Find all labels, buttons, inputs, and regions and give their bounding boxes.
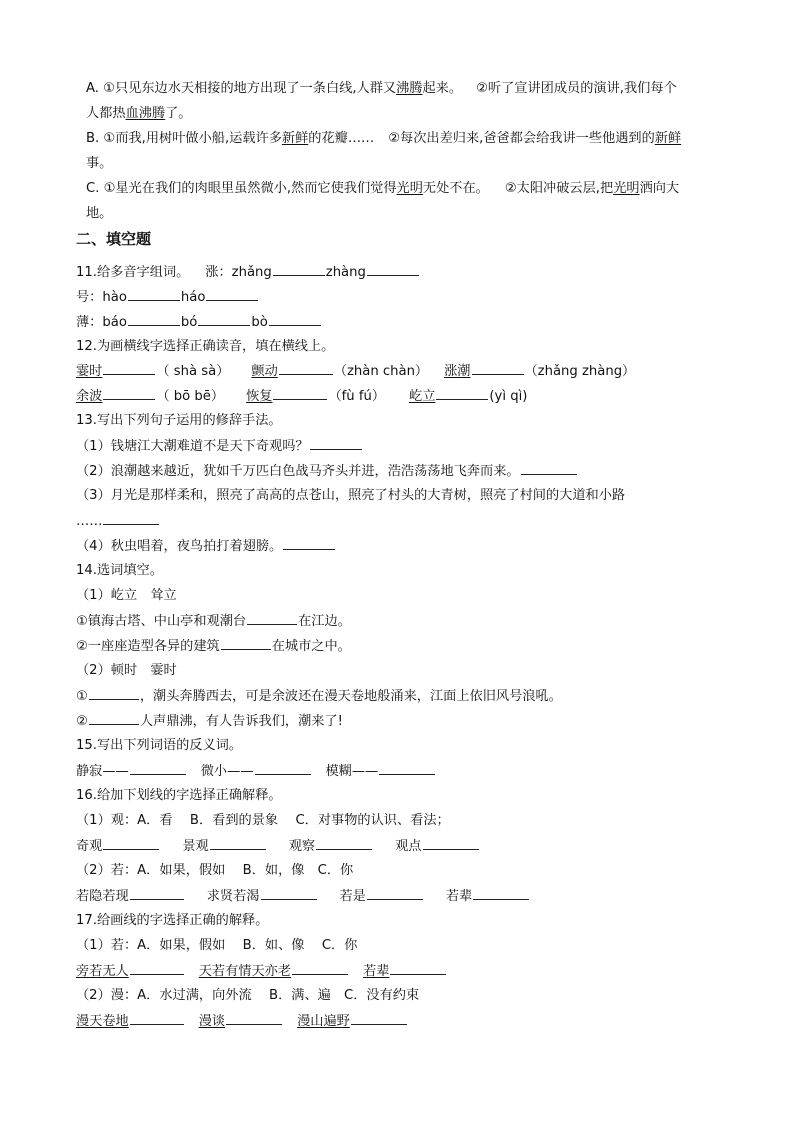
q13-sentence-3: （3）月光是那样柔和，照亮了高高的点苍山，照亮了村头的大青树，照亮了村间的大道和小路 — [76, 488, 626, 503]
q17-word-5: 漫谈 — [198, 1014, 226, 1029]
q14-item-2b-text: 人声鼎沸，有人告诉我们，潮来了! — [139, 714, 343, 729]
q16-word-8: 若辈 — [445, 889, 473, 904]
q14-item-1a — [76, 612, 351, 631]
q12-blank-5[interactable] — [273, 387, 327, 400]
q13-sentence-1: （1）钱塘江大潮难道不是天下奇观吗？ — [76, 439, 309, 454]
q11-bao-2: bó — [180, 315, 198, 330]
q14-group-1: （1）屹立 耸立 — [76, 588, 177, 603]
q15-word-a: 静寂—— — [76, 764, 129, 779]
q13-blank-1[interactable] — [310, 437, 362, 450]
q12-title: 12.为画横线字选择正确读音，填在横线上。 — [76, 339, 335, 354]
option-a-text-3-end: 了。 — [165, 106, 192, 121]
q16-word-6: 求贤若渴 — [206, 889, 260, 904]
option-c-text-3: 地。 — [86, 206, 113, 221]
option-b-text-end: 的花瓣…… — [308, 131, 375, 146]
q16-group-1: （1）观：A．看 B．看到的景象 C．对事物的认识、看法； — [76, 813, 450, 828]
option-a-text-3: 人都热 — [86, 106, 126, 121]
q12-word-2: 颤动 — [251, 364, 278, 379]
q17-word-6: 漫山遍野 — [297, 1014, 350, 1029]
q13-item-1 — [76, 437, 363, 456]
q16-word-1: 奇观 — [76, 839, 103, 854]
option-b-underlined-word: 新鲜 — [281, 131, 309, 146]
q16-blank-2[interactable] — [210, 837, 266, 850]
q13-sentence-2: （2）浪潮越来越近，犹如千万匹白色战马齐头并进，浩浩荡荡地飞奔而来。 — [76, 464, 520, 479]
option-c-text-end: 无处不在。 — [422, 181, 489, 196]
section-title: 二、填空题 — [76, 230, 152, 248]
option-a-text-end: 起来。 — [422, 81, 463, 96]
q13-item-4 — [76, 537, 336, 556]
q12-word-3: 涨潮 — [444, 364, 471, 379]
option-b-text-3: 事。 — [86, 156, 113, 171]
q15-title: 15.写出下列词语的反义词。 — [76, 738, 243, 753]
q15-blank-b[interactable] — [255, 762, 311, 775]
option-a-line-1 — [86, 80, 677, 98]
option-c-line-2 — [86, 205, 112, 223]
q15-word-c: 模糊—— — [325, 764, 379, 779]
q17-blank-5[interactable] — [226, 1012, 282, 1025]
q12-word-6: 屹立 — [409, 389, 436, 404]
q15-line — [76, 762, 436, 781]
q11-hao-2: háo — [180, 290, 206, 305]
q14-item-2b — [76, 712, 343, 731]
q12-pinyin-2: （zhàn chàn） — [333, 364, 429, 379]
q14-item-2a — [76, 687, 562, 706]
q11-bao-3: bò — [251, 315, 268, 330]
q16-word-3: 观察 — [288, 839, 316, 854]
option-b-underlined-word-2: 新鲜 — [654, 131, 682, 146]
q13-item-3 — [76, 487, 625, 505]
q17-title: 17.给画线的字选择正确的解释。 — [76, 913, 269, 928]
q14-blank-1a[interactable] — [247, 612, 297, 625]
q13-item-3-cont — [76, 512, 160, 531]
option-c-text: C. ①星光在我们的肉眼里虽然微小,然而它使我们觉得 — [86, 181, 397, 196]
q12-word-5: 恢复 — [246, 389, 273, 404]
q17-blank-3[interactable] — [390, 962, 446, 975]
q12-blank-3[interactable] — [472, 362, 524, 375]
q12-line-2 — [76, 387, 527, 406]
q14-blank-2b[interactable] — [89, 712, 139, 725]
q14-item-2a-text: ，潮头奔腾西去，可是余波还在漫天卷地般涌来，江面上依旧风号浪吼。 — [139, 689, 562, 704]
q14-item-2b-num: ② — [76, 714, 88, 729]
q17-blank-4[interactable] — [130, 1012, 184, 1025]
q17-line-2 — [76, 1012, 408, 1031]
q12-pinyin-5: （fù fú） — [328, 389, 386, 404]
q12-word-1: 霎时 — [76, 364, 103, 379]
q13-sentence-4: （4）秋虫唱着，夜鸟拍打着翅膀。 — [76, 539, 283, 554]
option-c-sentence-2: ②太阳冲破云层,把 — [504, 181, 614, 196]
option-a-line-2 — [86, 105, 192, 123]
q12-blank-4[interactable] — [103, 387, 155, 400]
q12-line-1 — [76, 362, 635, 381]
q16-blank-6[interactable] — [261, 887, 317, 900]
q16-line-1 — [76, 837, 480, 856]
q17-blank-6[interactable] — [351, 1012, 407, 1025]
q16-blank-1[interactable] — [103, 837, 159, 850]
q17-word-2: 天若有情天亦老 — [198, 964, 292, 979]
q14-blank-1b[interactable] — [221, 637, 271, 650]
q17-group-1: （1）若：A．如果，假如 B．如、像 C．你 — [76, 938, 358, 953]
q11-bao-label: 薄：báo — [76, 315, 127, 330]
option-a-sentence-2: ②听了宣讲团成员的演讲,我们每个 — [476, 81, 677, 96]
option-b-line-2 — [86, 155, 112, 173]
q15-word-b: 微小—— — [200, 764, 254, 779]
q17-line-1 — [76, 962, 447, 981]
q17-word-3: 若辈 — [363, 964, 390, 979]
q17-blank-2[interactable] — [292, 962, 348, 975]
q12-pinyin-6: (yì qì) — [489, 389, 528, 404]
q14-item-1a-end: 在江边。 — [298, 614, 351, 629]
q13-blank-3[interactable] — [103, 512, 159, 525]
option-b-text: B. ①而我,用树叶做小船,运载许多 — [86, 131, 282, 146]
q14-title: 14.选词填空。 — [76, 563, 163, 578]
option-c-line-1 — [86, 180, 679, 198]
q15-blank-a[interactable] — [130, 762, 186, 775]
q16-line-2 — [76, 887, 530, 906]
option-c-underlined-word-2: 光明 — [613, 181, 640, 196]
q11-bao-blank-1[interactable] — [128, 313, 180, 326]
q17-blank-1[interactable] — [130, 962, 184, 975]
q16-blank-8[interactable] — [473, 887, 529, 900]
q16-blank-5[interactable] — [130, 887, 184, 900]
option-c-text-2-end: 洒向大 — [639, 181, 680, 196]
q14-item-1b — [76, 637, 351, 656]
q16-blank-3[interactable] — [316, 837, 372, 850]
q11-line-1 — [76, 263, 420, 282]
q11-hao-blank-2[interactable] — [206, 288, 258, 301]
q11-bao-blank-3[interactable] — [269, 313, 321, 326]
q12-pinyin-1: （ shà sà） — [156, 364, 230, 379]
q16-group-2: （2）若：A．如果，假如 B．如，像 C．你 — [76, 863, 354, 878]
q14-item-1b-text: ②一座座造型各异的建筑 — [76, 639, 220, 654]
q16-blank-7[interactable] — [367, 887, 423, 900]
q12-blank-2[interactable] — [279, 362, 333, 375]
q12-word-4: 余波 — [76, 389, 103, 404]
q14-group-2: （2）顿时 霎时 — [76, 663, 177, 678]
q11-zhang-blank-2[interactable] — [367, 263, 419, 276]
option-b-line-1 — [86, 130, 681, 148]
q11-line-3 — [76, 313, 322, 332]
q13-item-2 — [76, 462, 578, 481]
q14-item-2a-num: ① — [76, 689, 88, 704]
option-c-underlined-word: 光明 — [396, 181, 423, 196]
q12-blank-1[interactable] — [103, 362, 155, 375]
q17-word-1: 旁若无人 — [76, 964, 129, 979]
q14-item-1a-text: ①镇海古塔、中山亭和观潮台 — [76, 614, 247, 629]
q11-bao-blank-2[interactable] — [198, 313, 250, 326]
q12-pinyin-4: （ bō bē） — [156, 389, 225, 404]
q16-word-4: 观点 — [395, 839, 422, 854]
q11-zhang-2: zhàng — [325, 265, 366, 280]
option-b-sentence-2: ②每次出差归来,爸爸都会给我讲一些他遇到的 — [388, 131, 655, 146]
q13-sentence-3-ellipsis: …… — [76, 514, 103, 529]
q11-title: 11.给多音字组词。 — [76, 265, 190, 280]
q16-title: 16.给加下划线的字选择正确解释。 — [76, 788, 282, 803]
q12-pinyin-3: （zhǎng zhàng） — [524, 364, 636, 379]
q11-hao-blank-1[interactable] — [128, 288, 180, 301]
q11-line-2 — [76, 288, 259, 307]
q16-word-5: 若隐若现 — [76, 889, 129, 904]
q14-item-1b-end: 在城市之中。 — [271, 639, 351, 654]
option-a-underlined-word: 沸腾 — [396, 81, 423, 96]
q13-blank-4[interactable] — [283, 537, 335, 550]
q15-blank-c[interactable] — [379, 762, 435, 775]
q11-hao-label: 号：hào — [76, 290, 127, 305]
q11-zhang-label: 涨：zhǎng — [205, 265, 272, 280]
q12-blank-6[interactable] — [436, 387, 488, 400]
q16-blank-4[interactable] — [423, 837, 479, 850]
q17-word-4: 漫天卷地 — [76, 1014, 129, 1029]
q17-group-2: （2）漫：A．水过满，向外流 B．满、遍 C．没有约束 — [76, 988, 420, 1003]
q13-blank-2[interactable] — [521, 462, 577, 475]
q16-word-7: 若是 — [339, 889, 366, 904]
q14-blank-2a[interactable] — [89, 687, 139, 700]
option-a-text: A. ①只见东边水天相接的地方出现了一条白线,人群又 — [86, 81, 397, 96]
q11-zhang-blank-1[interactable] — [273, 263, 325, 276]
option-a-underlined-word-2: 血沸腾 — [125, 106, 166, 121]
q16-word-2: 景观 — [182, 839, 209, 854]
q13-title: 13.写出下列句子运用的修辞手法。 — [76, 413, 282, 428]
